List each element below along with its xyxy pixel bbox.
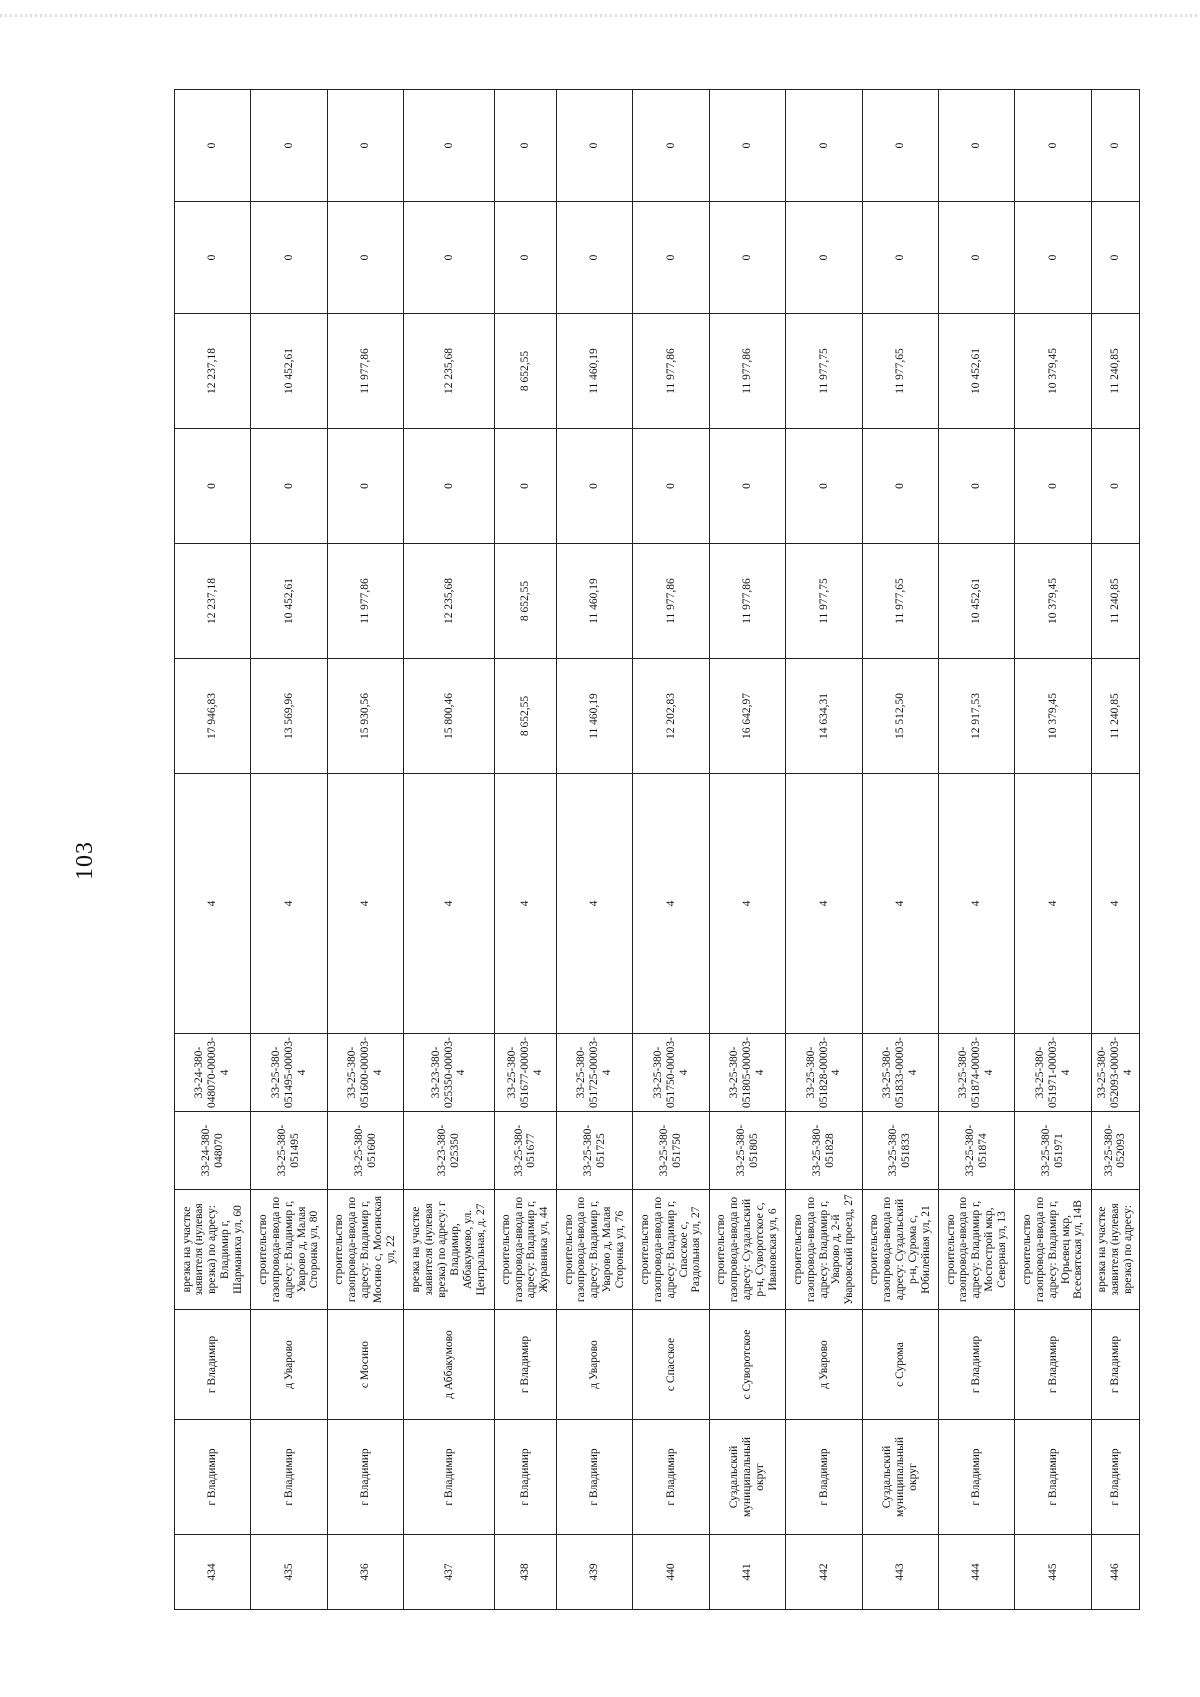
value-6-cell: 0 <box>251 90 327 202</box>
value-3-cell: 0 <box>633 429 709 544</box>
value-2-cell: 11 977,65 <box>862 544 938 659</box>
value-6-cell: 0 <box>862 90 938 202</box>
description-cell: строительство газопровода-ввода по адресу: Владимир г, Мосино с, Мосинская ул, 22 <box>327 1190 403 1310</box>
cadastral-number-cell: 33-23-380-025350 <box>404 1112 495 1190</box>
value-5-cell: 0 <box>557 202 633 314</box>
value-6-cell: 0 <box>404 90 495 202</box>
value-3-cell: 0 <box>251 429 327 544</box>
municipality-cell: г Владимир <box>175 1420 251 1535</box>
locality-cell: с Суворотское <box>709 1310 785 1420</box>
object-code-cell: 33-25-380-051750-00003-4 <box>633 1034 709 1112</box>
category-cell: 4 <box>404 774 495 1034</box>
table-row <box>175 90 251 1610</box>
object-code-cell: 33-25-380-051833-00003-4 <box>862 1034 938 1112</box>
value-1-cell: 16 642,97 <box>709 659 785 774</box>
value-2-cell: 11 460,19 <box>557 544 633 659</box>
description-cell: строительство газопровода-ввода по адресу: Владимир г, Журавника ул, 44 <box>494 1190 556 1310</box>
locality-cell: г Владимир <box>1015 1310 1091 1420</box>
value-2-cell: 11 977,75 <box>786 544 862 659</box>
table-row <box>862 90 938 1610</box>
description-cell: врезка на участке заявителя (нулевая врезка) по адресу: Владимир г, Шарманиха ул, 60 <box>175 1190 251 1310</box>
value-2-cell: 10 452,61 <box>251 544 327 659</box>
value-4-cell: 11 977,86 <box>633 314 709 429</box>
value-1-cell: 10 379,45 <box>1015 659 1091 774</box>
locality-cell: г Владимир <box>1091 1310 1139 1420</box>
object-code-cell: 33-25-380-051828-00003-4 <box>786 1034 862 1112</box>
table-row <box>494 90 556 1610</box>
table-row <box>709 90 785 1610</box>
value-6-cell: 0 <box>327 90 403 202</box>
row-number-cell: 437 <box>404 1535 495 1610</box>
cadastral-number-cell: 33-24-380-048070 <box>175 1112 251 1190</box>
object-code-cell: 33-25-380-051677-00003-4 <box>494 1034 556 1112</box>
value-6-cell: 0 <box>709 90 785 202</box>
row-number-cell: 442 <box>786 1535 862 1610</box>
value-6-cell: 0 <box>175 90 251 202</box>
locality-cell: с Сурома <box>862 1310 938 1420</box>
value-5-cell: 0 <box>251 202 327 314</box>
municipality-cell: г Владимир <box>633 1420 709 1535</box>
category-cell: 4 <box>939 774 1015 1034</box>
value-1-cell: 15 800,46 <box>404 659 495 774</box>
value-3-cell: 0 <box>862 429 938 544</box>
value-4-cell: 10 452,61 <box>939 314 1015 429</box>
value-6-cell: 0 <box>494 90 556 202</box>
object-code-cell: 33-25-380-051874-00003-4 <box>939 1034 1015 1112</box>
value-1-cell: 13 569,96 <box>251 659 327 774</box>
value-1-cell: 11 460,19 <box>557 659 633 774</box>
description-cell: строительство газопровода-ввода по адресу: Владимир г, Спасское с, Раздольная ул, 27 <box>633 1190 709 1310</box>
table-row <box>557 90 633 1610</box>
value-4-cell: 8 652,55 <box>494 314 556 429</box>
value-3-cell: 0 <box>709 429 785 544</box>
value-5-cell: 0 <box>709 202 785 314</box>
description-cell: строительство газопровода-ввода по адресу: Суздальский р-н, Суворотское с, Ивановская ул, 6 <box>709 1190 785 1310</box>
description-cell: строительство газопровода-ввода по адресу: Владимир г, Уварово д, Малая Сторонка ул, 76 <box>557 1190 633 1310</box>
cadastral-number-cell: 33-25-380-051495 <box>251 1112 327 1190</box>
table-row <box>1091 90 1139 1610</box>
description-cell: врезка на участке заявителя (нулевая врезка) по адресу: г Владимир, Аббакумово, ул. Центральная, д. 27 <box>404 1190 495 1310</box>
value-2-cell: 11 240,85 <box>1091 544 1139 659</box>
object-code-cell: 33-25-380-052093-00003-4 <box>1091 1034 1139 1112</box>
value-3-cell: 0 <box>939 429 1015 544</box>
value-5-cell: 0 <box>633 202 709 314</box>
category-cell: 4 <box>862 774 938 1034</box>
municipality-cell: г Владимир <box>404 1420 495 1535</box>
municipality-cell: г Владимир <box>327 1420 403 1535</box>
value-5-cell: 0 <box>494 202 556 314</box>
value-1-cell: 11 240,85 <box>1091 659 1139 774</box>
locality-cell: с Спасское <box>633 1310 709 1420</box>
object-code-cell: 33-25-380-051600-00003-4 <box>327 1034 403 1112</box>
value-5-cell: 0 <box>786 202 862 314</box>
value-4-cell: 11 977,86 <box>709 314 785 429</box>
value-1-cell: 15 512,50 <box>862 659 938 774</box>
value-4-cell: 11 460,19 <box>557 314 633 429</box>
value-3-cell: 0 <box>327 429 403 544</box>
locality-cell: д Уварово <box>251 1310 327 1420</box>
value-6-cell: 0 <box>557 90 633 202</box>
locality-cell: с Мосино <box>327 1310 403 1420</box>
value-4-cell: 10 452,61 <box>251 314 327 429</box>
category-cell: 4 <box>633 774 709 1034</box>
category-cell: 4 <box>557 774 633 1034</box>
value-2-cell: 10 452,61 <box>939 544 1015 659</box>
row-number-cell: 435 <box>251 1535 327 1610</box>
value-6-cell: 0 <box>633 90 709 202</box>
municipality-cell: г Владимир <box>251 1420 327 1535</box>
table-row <box>251 90 327 1610</box>
table-row <box>786 90 862 1610</box>
value-2-cell: 11 977,86 <box>633 544 709 659</box>
row-number-cell: 440 <box>633 1535 709 1610</box>
value-3-cell: 0 <box>1091 429 1139 544</box>
value-3-cell: 0 <box>175 429 251 544</box>
description-cell: строительство газопровода-ввода по адресу: Суздальский р-н, Сурома с, Юбилейная ул, 21 <box>862 1190 938 1310</box>
row-number-cell: 436 <box>327 1535 403 1610</box>
municipality-cell: г Владимир <box>494 1420 556 1535</box>
table-row <box>939 90 1015 1610</box>
cadastral-number-cell: 33-25-380-051874 <box>939 1112 1015 1190</box>
locality-cell: д Аббакумово <box>404 1310 495 1420</box>
value-3-cell: 0 <box>786 429 862 544</box>
category-cell: 4 <box>1091 774 1139 1034</box>
value-1-cell: 15 930,56 <box>327 659 403 774</box>
row-number-cell: 439 <box>557 1535 633 1610</box>
category-cell: 4 <box>251 774 327 1034</box>
value-3-cell: 0 <box>1015 429 1091 544</box>
row-number-cell: 446 <box>1091 1535 1139 1610</box>
data-table <box>174 89 1140 1610</box>
value-4-cell: 11 977,65 <box>862 314 938 429</box>
table-body <box>175 90 1140 1610</box>
cadastral-number-cell: 33-25-380-051725 <box>557 1112 633 1190</box>
value-4-cell: 11 240,85 <box>1091 314 1139 429</box>
object-code-cell: 33-25-380-051971-00003-4 <box>1015 1034 1091 1112</box>
municipality-cell: Суздальский муниципальный округ <box>862 1420 938 1535</box>
value-6-cell: 0 <box>1015 90 1091 202</box>
value-2-cell: 12 235,68 <box>404 544 495 659</box>
cadastral-number-cell: 33-25-380-052093 <box>1091 1112 1139 1190</box>
value-5-cell: 0 <box>1015 202 1091 314</box>
value-5-cell: 0 <box>404 202 495 314</box>
row-number-cell: 438 <box>494 1535 556 1610</box>
value-2-cell: 11 977,86 <box>327 544 403 659</box>
table-row <box>327 90 403 1610</box>
value-3-cell: 0 <box>494 429 556 544</box>
cadastral-number-cell: 33-25-380-051677 <box>494 1112 556 1190</box>
category-cell: 4 <box>327 774 403 1034</box>
cadastral-number-cell: 33-25-380-051600 <box>327 1112 403 1190</box>
row-number-cell: 445 <box>1015 1535 1091 1610</box>
table-row <box>404 90 495 1610</box>
value-4-cell: 11 977,75 <box>786 314 862 429</box>
description-cell: строительство газопровода-ввода по адресу: Владимир г, Мостострой мкр, Северная ул, 13 <box>939 1190 1015 1310</box>
value-4-cell: 12 235,68 <box>404 314 495 429</box>
page-number: 103 <box>72 841 98 880</box>
category-cell: 4 <box>175 774 251 1034</box>
value-5-cell: 0 <box>327 202 403 314</box>
locality-cell: г Владимир <box>175 1310 251 1420</box>
table-row <box>633 90 709 1610</box>
object-code-cell: 33-25-380-051725-00003-4 <box>557 1034 633 1112</box>
category-cell: 4 <box>786 774 862 1034</box>
cadastral-number-cell: 33-25-380-051805 <box>709 1112 785 1190</box>
scan-noise-strip <box>0 14 1200 17</box>
locality-cell: г Владимир <box>494 1310 556 1420</box>
value-5-cell: 0 <box>1091 202 1139 314</box>
row-number-cell: 441 <box>709 1535 785 1610</box>
row-number-cell: 434 <box>175 1535 251 1610</box>
locality-cell: д Уварово <box>786 1310 862 1420</box>
municipality-cell: Суздальский муниципальный округ <box>709 1420 785 1535</box>
cadastral-number-cell: 33-25-380-051971 <box>1015 1112 1091 1190</box>
row-number-cell: 444 <box>939 1535 1015 1610</box>
municipality-cell: г Владимир <box>786 1420 862 1535</box>
category-cell: 4 <box>1015 774 1091 1034</box>
municipality-cell: г Владимир <box>939 1420 1015 1535</box>
rotated-table-container <box>174 90 1140 1610</box>
description-cell: строительство газопровода-ввода по адресу: Владимир г, Юрьевец мкр, Всесвятская ул, 14В <box>1015 1190 1091 1310</box>
cadastral-number-cell: 33-25-380-051833 <box>862 1112 938 1190</box>
value-6-cell: 0 <box>786 90 862 202</box>
value-5-cell: 0 <box>175 202 251 314</box>
value-1-cell: 12 917,53 <box>939 659 1015 774</box>
value-6-cell: 0 <box>939 90 1015 202</box>
description-cell: строительство газопровода-ввода по адресу: Владимир г, Уварово д, Малая Сторонка ул, 80 <box>251 1190 327 1310</box>
value-1-cell: 14 634,31 <box>786 659 862 774</box>
value-1-cell: 12 202,83 <box>633 659 709 774</box>
description-cell: строительство газопровода-ввода по адресу: Владимир г, Уварово д, 2-й Уваровский проезд, 27 <box>786 1190 862 1310</box>
value-5-cell: 0 <box>862 202 938 314</box>
cadastral-number-cell: 33-25-380-051828 <box>786 1112 862 1190</box>
object-code-cell: 33-23-380-025350-00003-4 <box>404 1034 495 1112</box>
value-2-cell: 8 652,55 <box>494 544 556 659</box>
locality-cell: д Уварово <box>557 1310 633 1420</box>
value-2-cell: 10 379,45 <box>1015 544 1091 659</box>
locality-cell: г Владимир <box>939 1310 1015 1420</box>
value-4-cell: 11 977,86 <box>327 314 403 429</box>
municipality-cell: г Владимир <box>557 1420 633 1535</box>
value-3-cell: 0 <box>557 429 633 544</box>
value-3-cell: 0 <box>404 429 495 544</box>
municipality-cell: г Владимир <box>1091 1420 1139 1535</box>
municipality-cell: г Владимир <box>1015 1420 1091 1535</box>
value-1-cell: 17 946,83 <box>175 659 251 774</box>
value-1-cell: 8 652,55 <box>494 659 556 774</box>
cadastral-number-cell: 33-25-380-051750 <box>633 1112 709 1190</box>
category-cell: 4 <box>709 774 785 1034</box>
object-code-cell: 33-24-380-048070-00003-4 <box>175 1034 251 1112</box>
value-2-cell: 12 237,18 <box>175 544 251 659</box>
value-4-cell: 12 237,18 <box>175 314 251 429</box>
description-cell: врезка на участке заявителя (нулевая врезка) по адресу: <box>1091 1190 1139 1310</box>
object-code-cell: 33-25-380-051805-00003-4 <box>709 1034 785 1112</box>
row-number-cell: 443 <box>862 1535 938 1610</box>
object-code-cell: 33-25-380-051495-00003-4 <box>251 1034 327 1112</box>
table-row <box>1015 90 1091 1610</box>
value-4-cell: 10 379,45 <box>1015 314 1091 429</box>
value-2-cell: 11 977,86 <box>709 544 785 659</box>
category-cell: 4 <box>494 774 556 1034</box>
value-5-cell: 0 <box>939 202 1015 314</box>
value-6-cell: 0 <box>1091 90 1139 202</box>
